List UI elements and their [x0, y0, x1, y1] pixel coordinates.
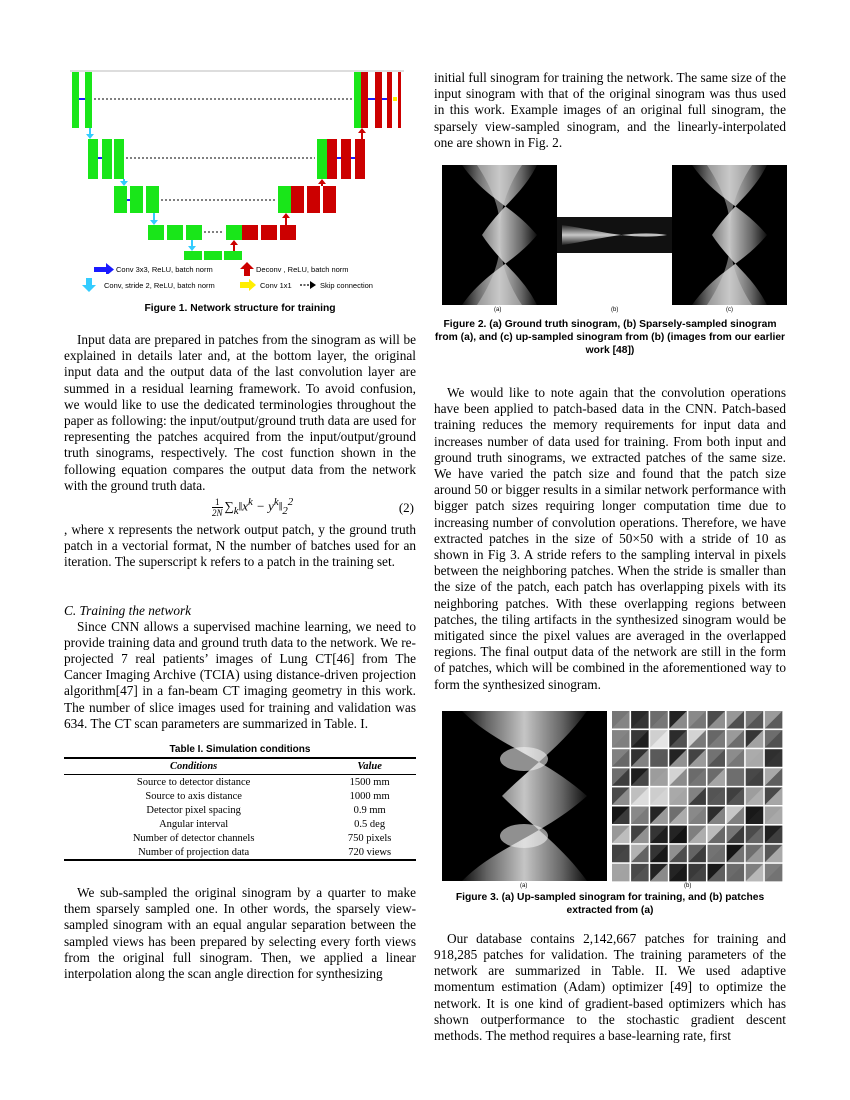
legend-skip: Skip connection: [320, 281, 373, 290]
block: [341, 139, 351, 179]
block: [307, 186, 320, 213]
block: [354, 72, 361, 128]
block: [85, 72, 92, 128]
table-cell: Number of projection data: [64, 845, 323, 860]
equation-number: (2): [398, 500, 414, 516]
table-cell: Number of detector channels: [132, 832, 255, 844]
table-cell: Angular interval: [159, 818, 229, 830]
block: [280, 225, 296, 240]
table-cell: 750 pixels: [347, 832, 392, 844]
table-cell: Source to axis distance: [145, 790, 242, 802]
block: [114, 139, 124, 179]
block: [114, 186, 127, 213]
figure-2-label-b: (b): [611, 307, 619, 314]
figure-3-caption: Figure 3. (a) Up-sampled sinogram for training, and (b) patches extracted from (a): [455, 891, 765, 916]
cost-equation: [64, 494, 416, 522]
skip-arrow-icon: [300, 280, 316, 290]
figure-1: [64, 62, 416, 320]
legend-deconv: Deconv , ReLU, batch norm: [256, 265, 349, 274]
table-cell: Detector pixel spacing: [146, 804, 241, 816]
paragraph-training: Since CNN allows a supervised machine learning, we need to provide training data and ground truth data to the network. We re-projected 7 real patients’ images of Lung CT[46] from The Cancer Imaging Archive (TCIA) using distance-driven projection algorithm[47] in a fan-beam CT imaging geometry in this work. The number of slice images used for training and validation was 634. The CT scan parameters are summarized in Table. I.: [64, 618, 416, 731]
table-row: [64, 845, 416, 860]
table-1-title: Table I. Simulation conditions: [169, 744, 311, 756]
figure-3-label-a: (a): [520, 882, 528, 889]
block: [387, 72, 392, 128]
figure-3-label-b: (b): [684, 882, 692, 889]
block: [130, 186, 143, 213]
paragraph-subsampling: We sub-sampled the original sinogram by a quarter to make them sparsely sampled one. In other words, the sparsely view-sampled sinogram with an equal angular separation between the sampled views has been prepared by selecting every forth views from the original full sinogram. Then, we applied a linear interpolation along the scan angle direction for synthesizing: [64, 885, 416, 982]
paragraph-patch-training: We would like to note again that the convolution operations have been applied to patch-based data in the CNN. Patch-based training reduces the memory requirements for input data and increases number of data used for training. From both input and ground truth sinograms, we extracted patches of the same size. We have varied the patch size and found that the patch size around 50 or bigger results in a similar network performance with bigger patch sizes requiring longer computation time due to increasing number of convolution operations. Therefore, we have extracted patches in the size of 50×50 with a stride of 10 as shown in Fig 3. A stride refers to the sampling interval in pixels between the neighboring patches. When the stride is smaller than the size of the patch, each patch has overlapping pixels with its neighboring patches. With these overlapping regions between patches, the tiling artifacts in the synthesized sinogram would be mitigated since the pixel values are averaged in the overlapped regions. The final output data of the network are still in the form of patches, which will be combined in the aforementioned way to form the synthesized sinogram.: [434, 385, 786, 692]
block: [361, 72, 368, 128]
block: [204, 251, 222, 260]
block: [317, 139, 327, 179]
figure-2-label-a: (a): [494, 307, 502, 314]
block: [242, 225, 258, 240]
paragraph-variables: , where x represents the network output patch, y the ground truth patch in a vectorial format, N the number of batches used for an iteration. The superscript k refers to a patch in the training set.: [64, 522, 416, 570]
block: [226, 225, 242, 240]
block: [148, 225, 164, 240]
section-heading-training: C. Training the network: [64, 602, 192, 618]
equation-formula: $\frac{1}{2N}$ $\sum_k‖x^k$ − $y^k‖_2^2$: [212, 496, 294, 518]
figure-1-caption: Figure 1. Network structure for training: [144, 303, 336, 314]
block: [323, 186, 336, 213]
table-cell: 1500 mm: [349, 776, 390, 788]
simulation-table: [64, 757, 416, 861]
block: [224, 251, 242, 260]
block: [167, 225, 183, 240]
table-cell: 720 views: [323, 845, 416, 860]
block: [261, 225, 277, 240]
table-row: [64, 817, 416, 831]
legend-conv: Conv 3x3, ReLU, batch norm: [116, 265, 213, 274]
table-cell: 0.5 deg: [354, 818, 386, 830]
conv1x1-arrow-icon: [240, 279, 256, 291]
block: [88, 139, 98, 179]
legend-conv1x1: Conv 1x1: [260, 281, 292, 290]
figure-2-caption: Figure 2. (a) Ground truth sinogram, (b) Sparsely-sampled sinogram from (a), and (c) up-sampled sinogram from (b) (images from our earlier work [48]): [434, 319, 786, 357]
block: [375, 72, 382, 128]
column-header: Conditions: [64, 758, 323, 775]
figure-2: [434, 165, 786, 371]
network-diagram: [64, 62, 416, 274]
table-cell: 1000 mm: [349, 790, 390, 802]
figure-3: [434, 711, 786, 917]
paragraph-input-data: Input data are prepared in patches from the sinogram as will be explained in details later and, at the bottom layer, the original input data and the output data of the last convolution layer are summed in a residual learning framework. To avoid confusion, we would like to use the dedicated terminologies throughout the paper as following: the input/output/ground truth data are used for representing the patches acquired from the input/output/ground truth sinograms, respectively. The cost function shown in the following equation compares the output data from the network with the ground truth data.: [64, 332, 416, 493]
table-cell: 0.9 mm: [353, 804, 386, 816]
down-arrow-icon: [82, 278, 96, 292]
block: [278, 186, 291, 213]
block: [291, 186, 304, 213]
paragraph-initial-sinogram: initial full sinogram for training the network. The same size of the input sinogram with that of the original sinogram was thus used in this work. Example images of an original full sinogram, the sparsely view-sampled sinogram, and the linearly-interpolated one are shown in Fig. 2.: [434, 70, 786, 150]
block: [355, 139, 365, 179]
column-header: Value: [323, 758, 416, 775]
block: [186, 225, 202, 240]
left-column: [64, 62, 416, 982]
right-column: [434, 70, 786, 1044]
table-cell: Source to detector distance: [136, 776, 251, 788]
block: [72, 72, 79, 128]
paragraph-database: Our database contains 2,142,667 patches for training and 918,285 patches for validation. The training parameters of the network are summarized in Table. II. We used adaptive momentum estimation (Adam) optimizer [49] to optimize the network. It is one kind of gradient-based optimizers which has shown outperformance to the stochastic gradient descent methods. The method requires a base-learning rate, first: [434, 930, 786, 1044]
table-row: [64, 803, 416, 817]
block: [398, 72, 401, 128]
table-row: [64, 831, 416, 845]
sinogram-comparison-image: [442, 165, 794, 305]
table-row: [64, 789, 416, 803]
legend-down: Conv, stride 2, ReLU, batch norm: [104, 281, 215, 290]
block: [146, 186, 159, 213]
deconv-arrow-icon: [240, 262, 254, 276]
figure-2-label-c: (c): [726, 307, 733, 314]
table-row: [64, 775, 416, 790]
patch-grid-image: [612, 711, 784, 883]
block: [327, 139, 337, 179]
block: [102, 139, 112, 179]
table-1: [64, 744, 416, 861]
block: [184, 251, 202, 260]
training-sinogram-image: [442, 711, 607, 881]
